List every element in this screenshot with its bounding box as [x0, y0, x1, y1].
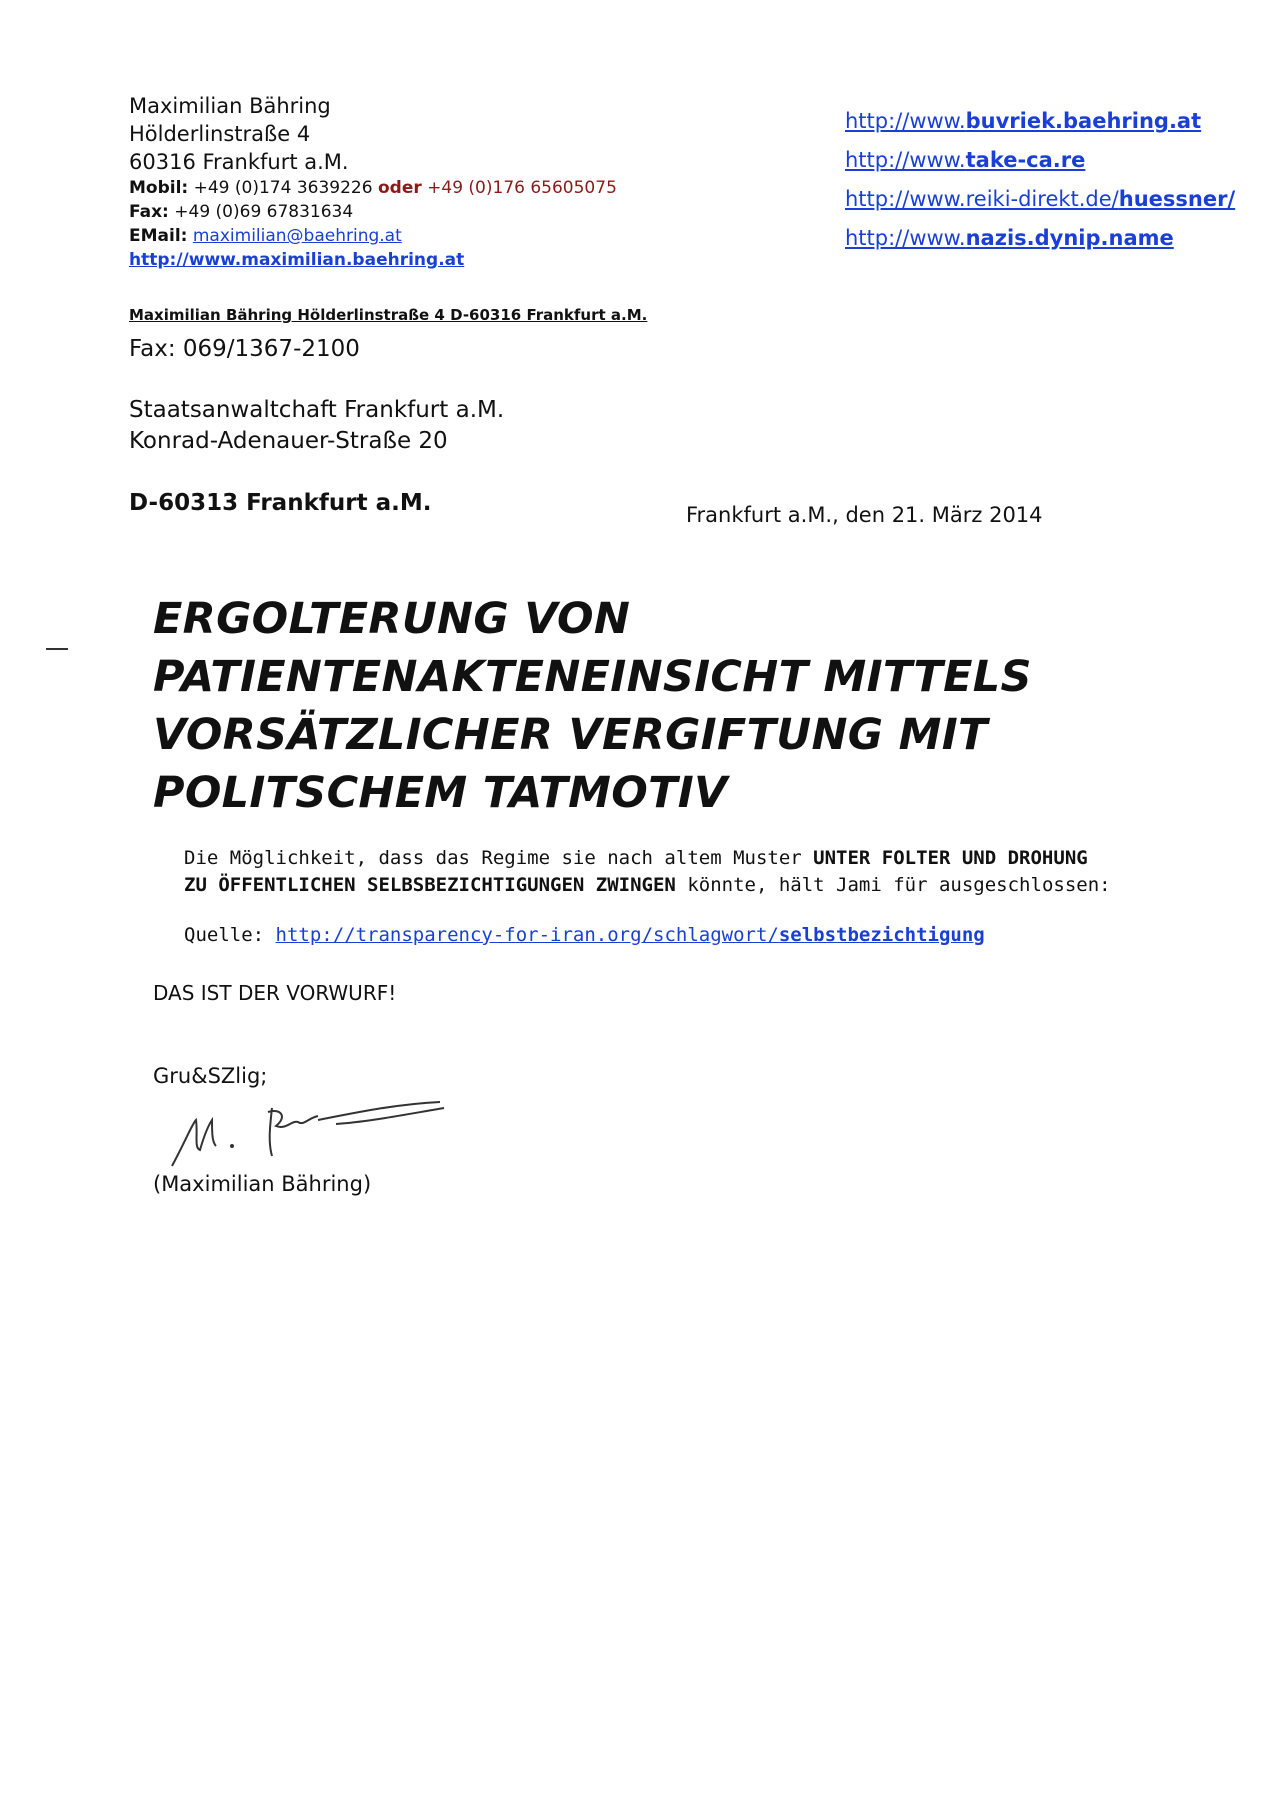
link-prefix[interactable]: http://www.: [845, 148, 966, 172]
letter-title: [153, 590, 1163, 822]
title-line-4: POLITSCHEM TATMOTIV: [153, 768, 728, 818]
sender-fax: [129, 200, 617, 224]
email-label: EMail:: [129, 226, 188, 246]
link-prefix[interactable]: http://www.reiki-direkt.de/: [845, 187, 1119, 211]
fax-label: Fax:: [129, 202, 169, 222]
sender-website: [129, 248, 617, 272]
source-link-main[interactable]: selbstbezichtigung: [778, 924, 985, 946]
link-main[interactable]: buvriek.baehring.at: [965, 109, 1202, 133]
recipient-address: [129, 395, 504, 457]
accusation-text: DAS IST DER VORWURF!: [153, 981, 397, 1005]
link-prefix[interactable]: http://www.: [845, 109, 966, 133]
greeting-text: Gru&SZlig;: [153, 1064, 268, 1088]
title-line-3: VORSÄTZLICHER VERGIFTUNG MIT: [153, 710, 988, 760]
quote-text-2: könnte, hält Jami für ausgeschlossen:: [675, 874, 1111, 896]
link-main[interactable]: nazis.dynip.name: [965, 226, 1174, 250]
title-line-2: PATIENTENAKTENEINSICHT MITTELS: [153, 652, 1032, 702]
recipient-line-1: Staatsanwaltchaft Frankfurt a.M.: [129, 397, 505, 423]
website-link[interactable]: http://www.maximilian.baehring.at: [129, 250, 465, 270]
source-link-prefix[interactable]: http://transparency-for-iran.org/schlagwort/: [275, 924, 779, 946]
link-nazis[interactable]: [845, 219, 1235, 258]
quote-bold-2: ZU ÖFFENTLICHEN SELBSBEZICHTIGUNGEN ZWINGEN: [184, 874, 676, 896]
sender-street: Hölderlinstraße 4: [129, 122, 311, 146]
sender-name: Maximilian Bähring: [129, 94, 331, 118]
sender-block: [129, 92, 617, 272]
source-label: Quelle:: [184, 924, 276, 946]
quote-bold-1: UNTER FOLTER UND DROHUNG: [813, 847, 1088, 869]
fax-number: +49 (0)69 67831634: [174, 202, 354, 222]
return-address: Maximilian Bähring Hölderlinstraße 4 D-60316 Frankfurt a.M.: [129, 306, 648, 324]
link-take-care[interactable]: [845, 141, 1235, 180]
link-reiki[interactable]: [845, 180, 1235, 219]
signature-name: (Maximilian Bähring): [153, 1172, 372, 1196]
signature-image: [168, 1090, 458, 1170]
source-line: [184, 924, 985, 946]
mobile-number-1: +49 (0)174 3639226: [193, 178, 373, 198]
fold-mark: [46, 648, 68, 650]
link-main[interactable]: take-ca.re: [965, 148, 1086, 172]
recipient-fax: Fax: 069/1367-2100: [129, 336, 360, 362]
link-list: [845, 102, 1235, 258]
sender-city: 60316 Frankfurt a.M.: [129, 150, 349, 174]
sender-mobile: [129, 176, 617, 200]
mobile-number-2: +49 (0)176 65605075: [427, 178, 617, 198]
quote-text-1: Die Möglichkeit, dass das Regime sie nach altem Muster: [184, 847, 814, 869]
link-main[interactable]: huessner/: [1118, 187, 1236, 211]
recipient-line-2: Konrad-Adenauer-Straße 20: [129, 428, 448, 454]
quote-block: [184, 845, 1111, 899]
link-buvriek[interactable]: [845, 102, 1235, 141]
email-link[interactable]: maximilian@baehring.at: [192, 226, 402, 246]
recipient-city: D-60313 Frankfurt a.M.: [129, 490, 432, 516]
sender-email: [129, 224, 617, 248]
mobile-or: oder: [377, 178, 422, 198]
mobile-label: Mobil:: [129, 178, 189, 198]
letter-date: Frankfurt a.M., den 21. März 2014: [686, 503, 1043, 527]
link-prefix[interactable]: http://www.: [845, 226, 966, 250]
title-line-1: ERGOLTERUNG VON: [153, 594, 631, 644]
